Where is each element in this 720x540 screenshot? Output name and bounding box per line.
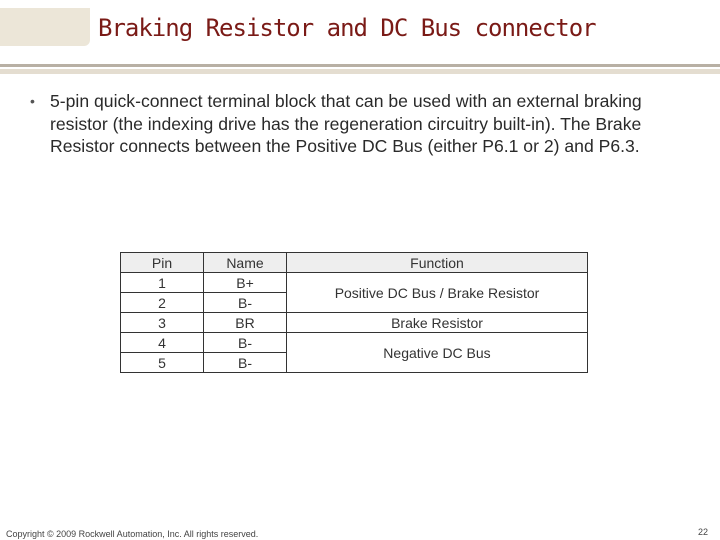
title-divider	[0, 64, 720, 74]
name-cell: BR	[204, 313, 287, 333]
function-cell-negative: Negative DC Bus	[287, 333, 588, 373]
corner-tab-decoration	[0, 8, 90, 46]
page-number: 22	[697, 527, 708, 537]
slide-title: Braking Resistor and DC Bus connector	[98, 14, 596, 42]
pin-cell: 3	[121, 313, 204, 333]
pin-cell: 5	[121, 353, 204, 373]
table-header-row	[121, 253, 588, 273]
header-name: Name	[204, 253, 287, 273]
function-cell-brake: Brake Resistor	[287, 313, 588, 333]
name-cell: B-	[204, 293, 287, 313]
name-cell: B-	[204, 333, 287, 353]
table-row	[121, 333, 588, 353]
bullet-dot-icon: •	[30, 93, 35, 109]
function-cell-positive: Positive DC Bus / Brake Resistor	[287, 273, 588, 313]
header-pin: Pin	[121, 253, 204, 273]
bullet-point	[30, 90, 680, 158]
pin-cell: 2	[121, 293, 204, 313]
bullet-text: 5-pin quick-connect terminal block that can be used with an external braking resistor (the indexing drive has the regeneration circuitry built-in). The Brake Resistor connects between the Positive DC Bus (either P6.1 or 2) and P6.3.	[50, 91, 642, 156]
name-cell: B+	[204, 273, 287, 293]
footer-copyright: Copyright © 2009 Rockwell Automation, Inc. All rights reserved.	[6, 529, 259, 539]
table-row	[121, 273, 588, 293]
name-cell: B-	[204, 353, 287, 373]
table-row	[121, 313, 588, 333]
header-function: Function	[287, 253, 588, 273]
pin-cell: 1	[121, 273, 204, 293]
pin-cell: 4	[121, 333, 204, 353]
pin-table	[120, 252, 588, 373]
